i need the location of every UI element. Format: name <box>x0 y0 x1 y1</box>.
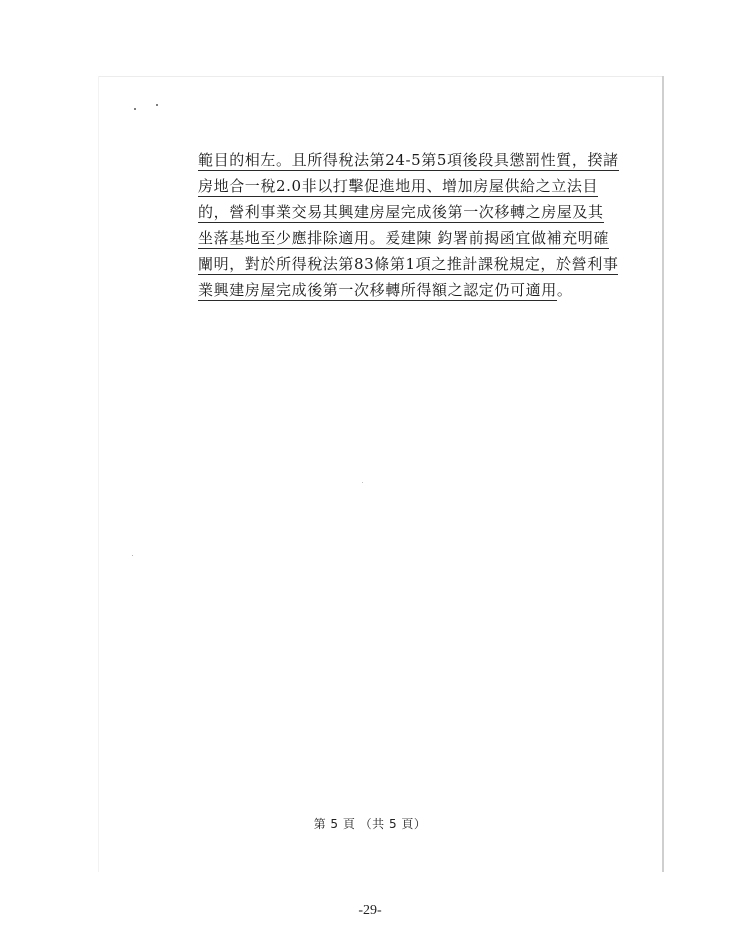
text-line <box>198 251 618 277</box>
text-line <box>198 277 618 303</box>
sentence-end-punctuation: 。 <box>556 281 573 299</box>
scan-speck <box>362 482 363 483</box>
underlined-text: 的，營利事業交易其興建房屋完成後第一次移轉之房屋及其 <box>198 203 604 221</box>
bottom-page-number: -29- <box>358 903 382 918</box>
underlined-text: 坐落基地至少應排除適用。爰建陳 鈞署前揭函宜做補充明確 <box>198 229 609 247</box>
text-line <box>198 147 618 173</box>
scan-speck <box>156 104 158 106</box>
scan-speck <box>134 108 136 110</box>
sheet-edge-top <box>98 76 663 77</box>
text-line <box>198 225 618 251</box>
sheet-edge-left <box>98 76 99 872</box>
body-paragraph <box>198 147 618 303</box>
underlined-text: 房地合一稅2.0非以打擊促進地用、增加房屋供給之立法目 <box>198 177 599 195</box>
text-line <box>198 199 618 225</box>
text-line <box>198 173 618 199</box>
underlined-text: 範目的相左。且所得稅法第24-5第5項後段具懲罰性質，揆諸 <box>198 151 619 169</box>
underlined-text: 闡明，對於所得稅法第83條第1項之推計課稅規定，於營利事 <box>198 255 619 273</box>
page-footer: 第 5 頁 （共 5 頁） <box>313 817 427 831</box>
sheet-edge-right <box>662 76 664 872</box>
underlined-text: 業興建房屋完成後第一次移轉所得額之認定仍可適用 <box>198 281 557 299</box>
scan-speck <box>132 555 133 556</box>
